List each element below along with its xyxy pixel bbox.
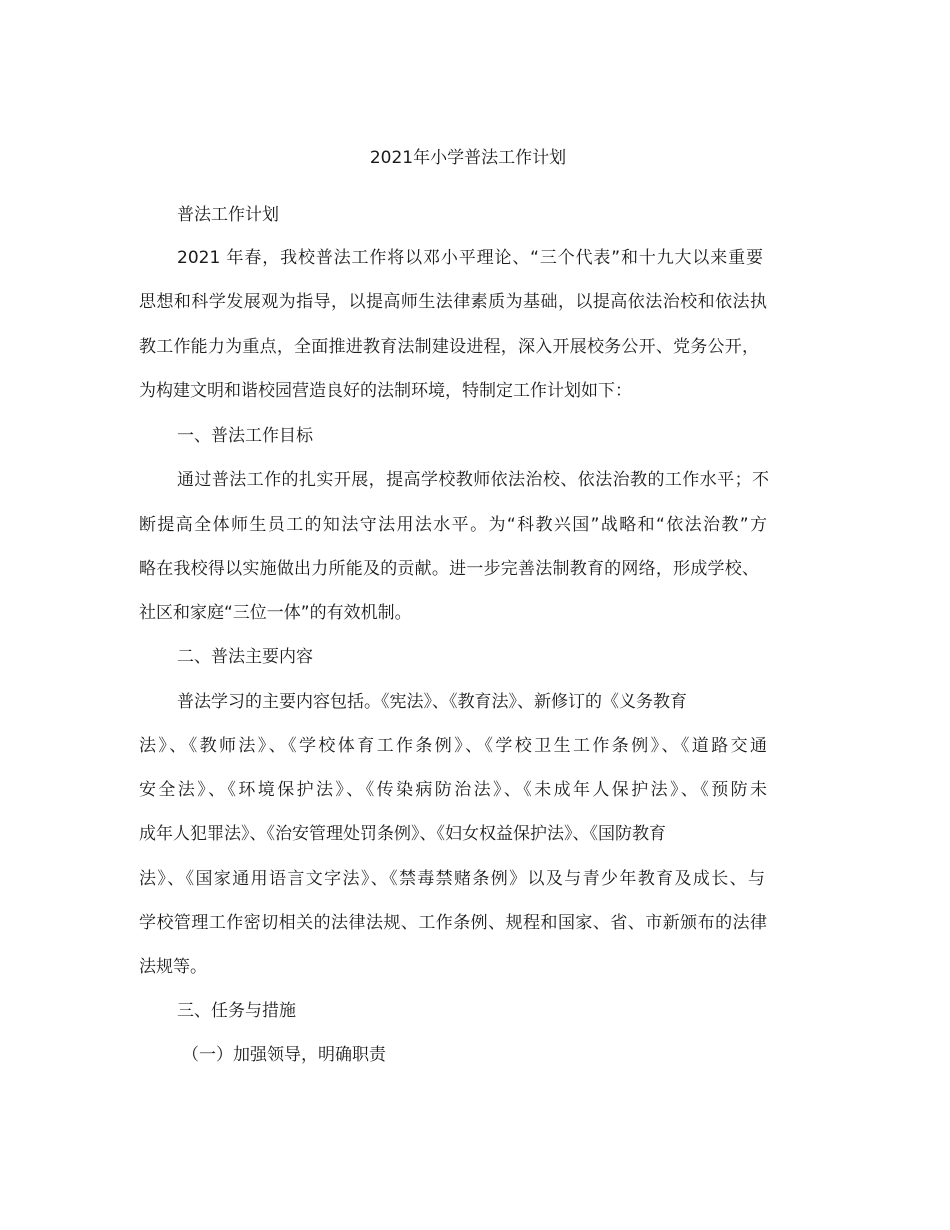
- paragraph-line: 法》、《国家通用语言文字法》、《禁毒禁赌条例》以及与青少年教育及成长、与: [139, 869, 765, 889]
- paragraph-line: 思想和科学发展观为指导，以提高师生法律素质为基础，以提高依法治校和依法执: [139, 292, 767, 312]
- section-heading: 三、任务与措施: [177, 1001, 296, 1021]
- section-heading: 一、普法工作目标: [177, 426, 313, 446]
- paragraph-line: 2021 年春，我校普法工作将以邓小平理论、“三个代表”和十九大以来重要: [177, 248, 763, 268]
- subtitle: 普法工作计划: [177, 205, 279, 225]
- paragraph-line: 教工作能力为重点，全面推进教育法制建设进程，深入开展校务公开、党务公开，: [139, 337, 759, 357]
- paragraph-line: 略在我校得以实施做出力所能及的贡献。进一步完善法制教育的网络，形成学校、: [139, 559, 759, 579]
- paragraph-line: 断提高全体师生员工的知法守法用法水平。为“科教兴国”战略和“依法治教”方: [139, 515, 767, 535]
- paragraph-line: 学校管理工作密切相关的法律法规、工作条例、规程和国家、省、市新颁布的法律: [139, 913, 767, 933]
- paragraph-line: 为构建文明和谐校园营造良好的法制环境，特制定工作计划如下：: [139, 381, 632, 401]
- paragraph-line: 普法学习的主要内容包括。《宪法》、《教育法》、新修订的《义务教育: [177, 692, 687, 712]
- paragraph-line: 通过普法工作的扎实开展，提高学校教师依法治校、依法治教的工作水平；不: [177, 470, 769, 490]
- paragraph-line: 社区和家庭“三位一体”的有效机制。: [139, 603, 412, 623]
- paragraph-line: 成年人犯罪法》、《治安管理处罚条例》、《妇女权益保护法》、《国防教育: [139, 824, 666, 844]
- paragraph-line: 安全法》、《环境保护法》、《传染病防治法》、《未成年人保护法》、《预防未: [139, 780, 767, 800]
- paragraph-line: 法规等。: [139, 957, 207, 977]
- document-title: 2021年小学普法工作计划: [369, 148, 567, 168]
- paragraph-line: 法》、《教师法》、《学校体育工作条例》、《学校卫生工作条例》、《道路交通: [139, 736, 767, 756]
- section-heading: 二、普法主要内容: [177, 647, 313, 667]
- subsection-heading: （一）加强领导，明确职责: [182, 1045, 386, 1065]
